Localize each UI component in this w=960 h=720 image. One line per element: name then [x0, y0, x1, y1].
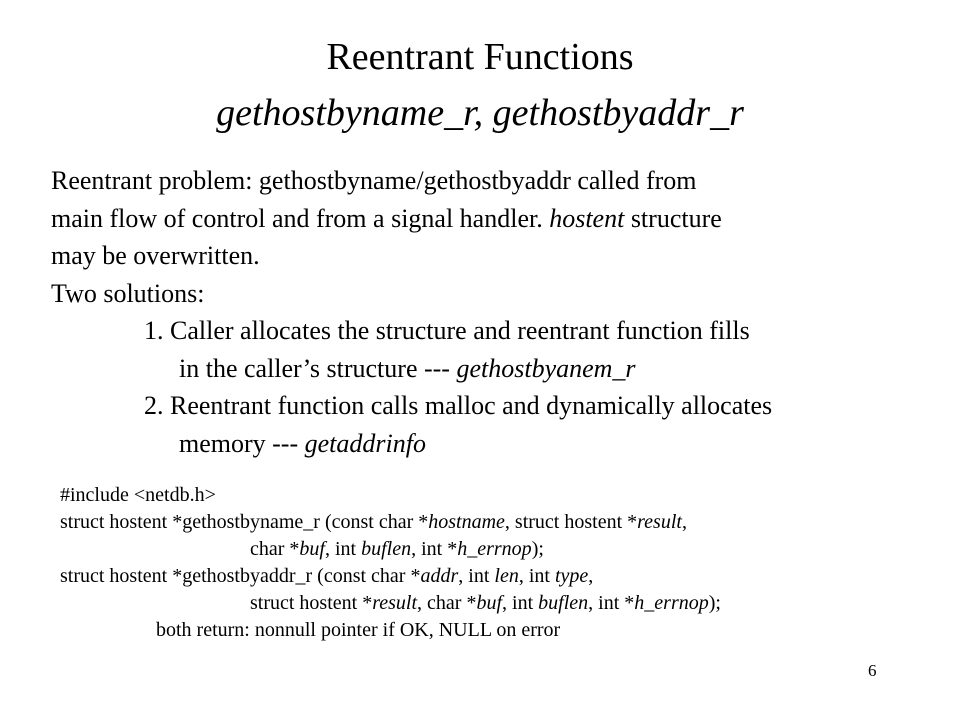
param-name: h_errnop — [457, 538, 532, 560]
param-name: buf — [476, 592, 503, 614]
body-line — [51, 200, 951, 238]
param-name: buf — [299, 538, 325, 560]
param-name: result — [637, 511, 682, 533]
code-segment: , char * — [417, 592, 477, 614]
code-segment: , int — [518, 565, 555, 587]
param-name: buflen — [361, 538, 412, 560]
body-text-segment: memory --- — [179, 428, 305, 458]
body-line: Reentrant problem: gethostbyname/gethostbyaddr called from — [51, 166, 697, 195]
code-segment: ); — [708, 592, 721, 614]
slide-title: Reentrant Functions — [326, 36, 634, 78]
code-segment: ); — [531, 538, 544, 560]
page-number: 6 — [868, 661, 877, 680]
return-note: both return: nonnull pointer if OK, NULL on error — [156, 619, 561, 641]
code-segment: , struct hostent * — [504, 511, 638, 533]
slide-subtitle: gethostbyname_r, gethostbyaddr_r — [216, 92, 744, 134]
prototype-line — [60, 509, 940, 536]
emphasis-function-name: getaddrinfo — [304, 428, 426, 458]
code-segment: struct hostent *gethostbyname_r (const char * — [60, 511, 429, 533]
code-segment: char * — [250, 538, 300, 560]
prototype-line — [60, 563, 940, 590]
body-text-segment: main flow of control and from a signal handler. — [51, 203, 550, 233]
param-name: h_errnop — [634, 592, 709, 614]
emphasis-function-name: gethostbyanem_r — [456, 353, 636, 383]
param-name: len — [494, 565, 519, 587]
code-segment: , — [588, 565, 594, 587]
body-text-segment: in the caller’s structure --- — [179, 353, 457, 383]
solution-item-2: 2. Reentrant function calls malloc and dynamically allocates — [144, 391, 773, 420]
body-text-segment: structure — [624, 203, 722, 233]
solution-item-1: 1. Caller allocates the structure and reentrant function fills — [144, 316, 750, 345]
param-name: buflen — [538, 592, 589, 614]
code-segment: , int — [502, 592, 539, 614]
prototype-line — [60, 536, 940, 563]
code-segment: , int * — [588, 592, 635, 614]
body-line: may be overwritten. — [51, 241, 260, 270]
param-name: result — [372, 592, 418, 614]
code-segment: , int — [458, 565, 495, 587]
emphasis-hostent: hostent — [549, 203, 625, 233]
param-name: type — [554, 565, 589, 587]
function-prototypes — [60, 482, 940, 644]
code-segment: , int * — [411, 538, 458, 560]
slide-body — [51, 162, 951, 462]
prototype-line — [60, 590, 940, 617]
param-name: addr — [420, 565, 459, 587]
include-line: #include <netdb.h> — [60, 484, 216, 506]
solution-item-1-continued — [51, 350, 951, 388]
code-segment: , int — [324, 538, 362, 560]
param-name: hostname — [428, 511, 505, 533]
solution-item-2-continued — [51, 425, 951, 463]
code-segment: struct hostent * — [250, 592, 373, 614]
code-segment: , — [681, 511, 687, 533]
code-segment: struct hostent *gethostbyaddr_r (const char * — [60, 565, 421, 587]
body-line: Two solutions: — [51, 278, 205, 308]
